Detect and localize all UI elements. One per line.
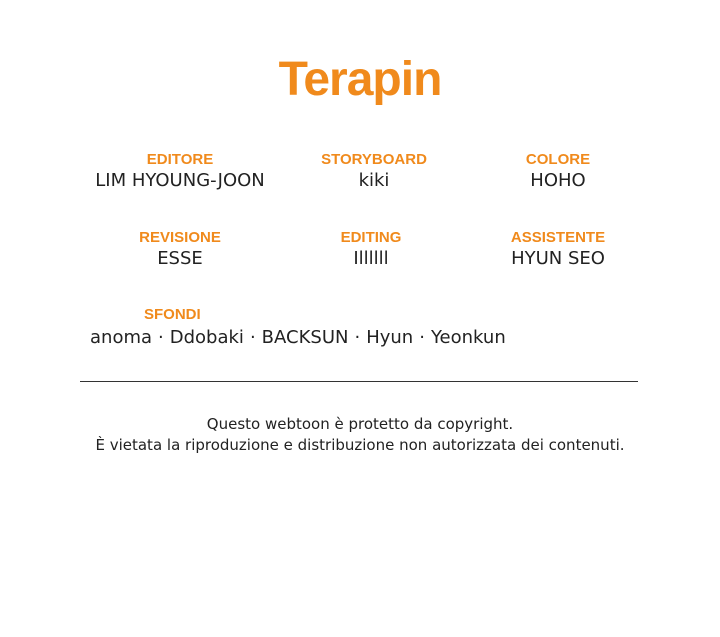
credit-name: HOHO <box>530 170 586 191</box>
artist-name: anoma <box>90 327 153 348</box>
artist-name: Ddobaki <box>169 327 244 348</box>
copyright-line-1: Questo webtoon è protetto da copyright. <box>206 415 514 433</box>
copyright-notice <box>0 414 720 456</box>
credit-revision <box>70 229 290 271</box>
separator-dot: · <box>419 327 425 348</box>
separator-dot: · <box>249 327 256 348</box>
credit-assistant <box>448 229 668 271</box>
credit-name: Illllll <box>353 248 389 269</box>
credit-role: EDITING <box>340 229 402 246</box>
artist-name: Yeonkun <box>430 327 506 348</box>
credit-role: EDITORE <box>146 151 214 168</box>
credit-role: STORYBOARD <box>321 151 427 168</box>
credit-name: LIM HYOUNG-JOON <box>95 170 265 191</box>
credit-editor <box>70 151 290 193</box>
credit-name: ESSE <box>157 248 203 269</box>
credit-color <box>448 151 668 193</box>
background-artists-list <box>90 324 506 352</box>
separator-dot: · <box>158 327 164 348</box>
credit-name: kiki <box>358 170 390 191</box>
credit-role: REVISIONE <box>139 229 221 246</box>
separator-dot: · <box>354 327 361 348</box>
artist-name: Hyun <box>366 327 414 348</box>
artist-name: BACKSUN <box>261 327 349 348</box>
credit-role: ASSISTENTE <box>510 229 606 246</box>
divider-line <box>80 381 638 382</box>
credit-backgrounds <box>90 306 506 352</box>
terapin-logo: Terapin <box>278 53 442 106</box>
copyright-line-2: È vietata la riproduzione e distribuzione non autorizzata dei contenuti. <box>95 436 625 454</box>
credit-role: SFONDI <box>144 306 201 323</box>
credit-role: COLORE <box>525 151 591 168</box>
credit-name: HYUN SEO <box>511 248 605 269</box>
